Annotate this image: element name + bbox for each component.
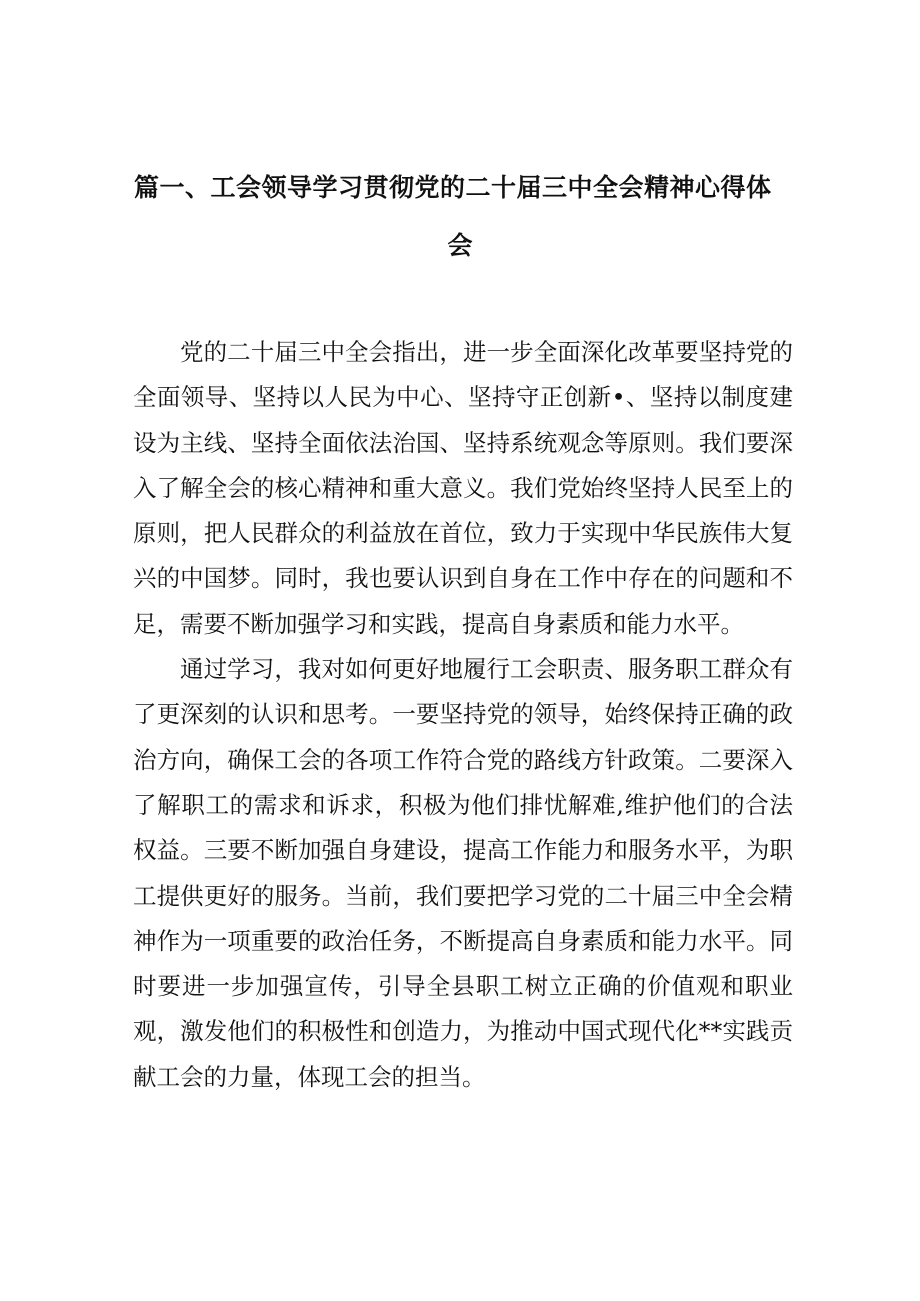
- document-title: 篇一、工会领导学习贯彻党的二十届三中全会精神心得体: [134, 173, 772, 202]
- paragraph-2: 通过学习，我对如何更好地履行工会职责、服务职工群众有了更深刻的认识和思考。一要坚持党的领导，始终保持正确的政治方向，确保工会的各项工作符合党的路线方针政策。二要深入了解职工的需求和诉求，积极为他们排忧解难,维护他们的合法权益。三要不断加强自身建设，提高工作能力和服务水平，为职工提供更好的服务。当前，我们要把学习党的二十届三中全会精神作为一项重要的政治任务，不断提高自身素质和能力水平。同时要进一步加强宣传，引导全县职工树立正确的价值观和职业观，激发他们的积极性和创造力，为推动中国式现代化**实践贡献工会的力量，体现工会的担当。: [133, 655, 793, 1091]
- document-title-continuation: 会: [447, 231, 473, 260]
- paragraph-1: 党的二十届三中全会指出，进一步全面深化改革要坚持党的全面领导、坚持以人民为中心、坚持守正创新•、坚持以制度建设为主线、坚持全面依法治国、坚持系统观念等原则。我们要深入了解全会的核心精神和重大意义。我们党始终坚持人民至上的原则，把人民群众的利益放在首位，致力于实现中华民族伟大复兴的中国梦。同时，我也要认识到自身在工作中存在的问题和不足，需要不断加强学习和实践，提高自身素质和能力水平。: [133, 338, 793, 638]
- document-body: [133, 330, 793, 1100]
